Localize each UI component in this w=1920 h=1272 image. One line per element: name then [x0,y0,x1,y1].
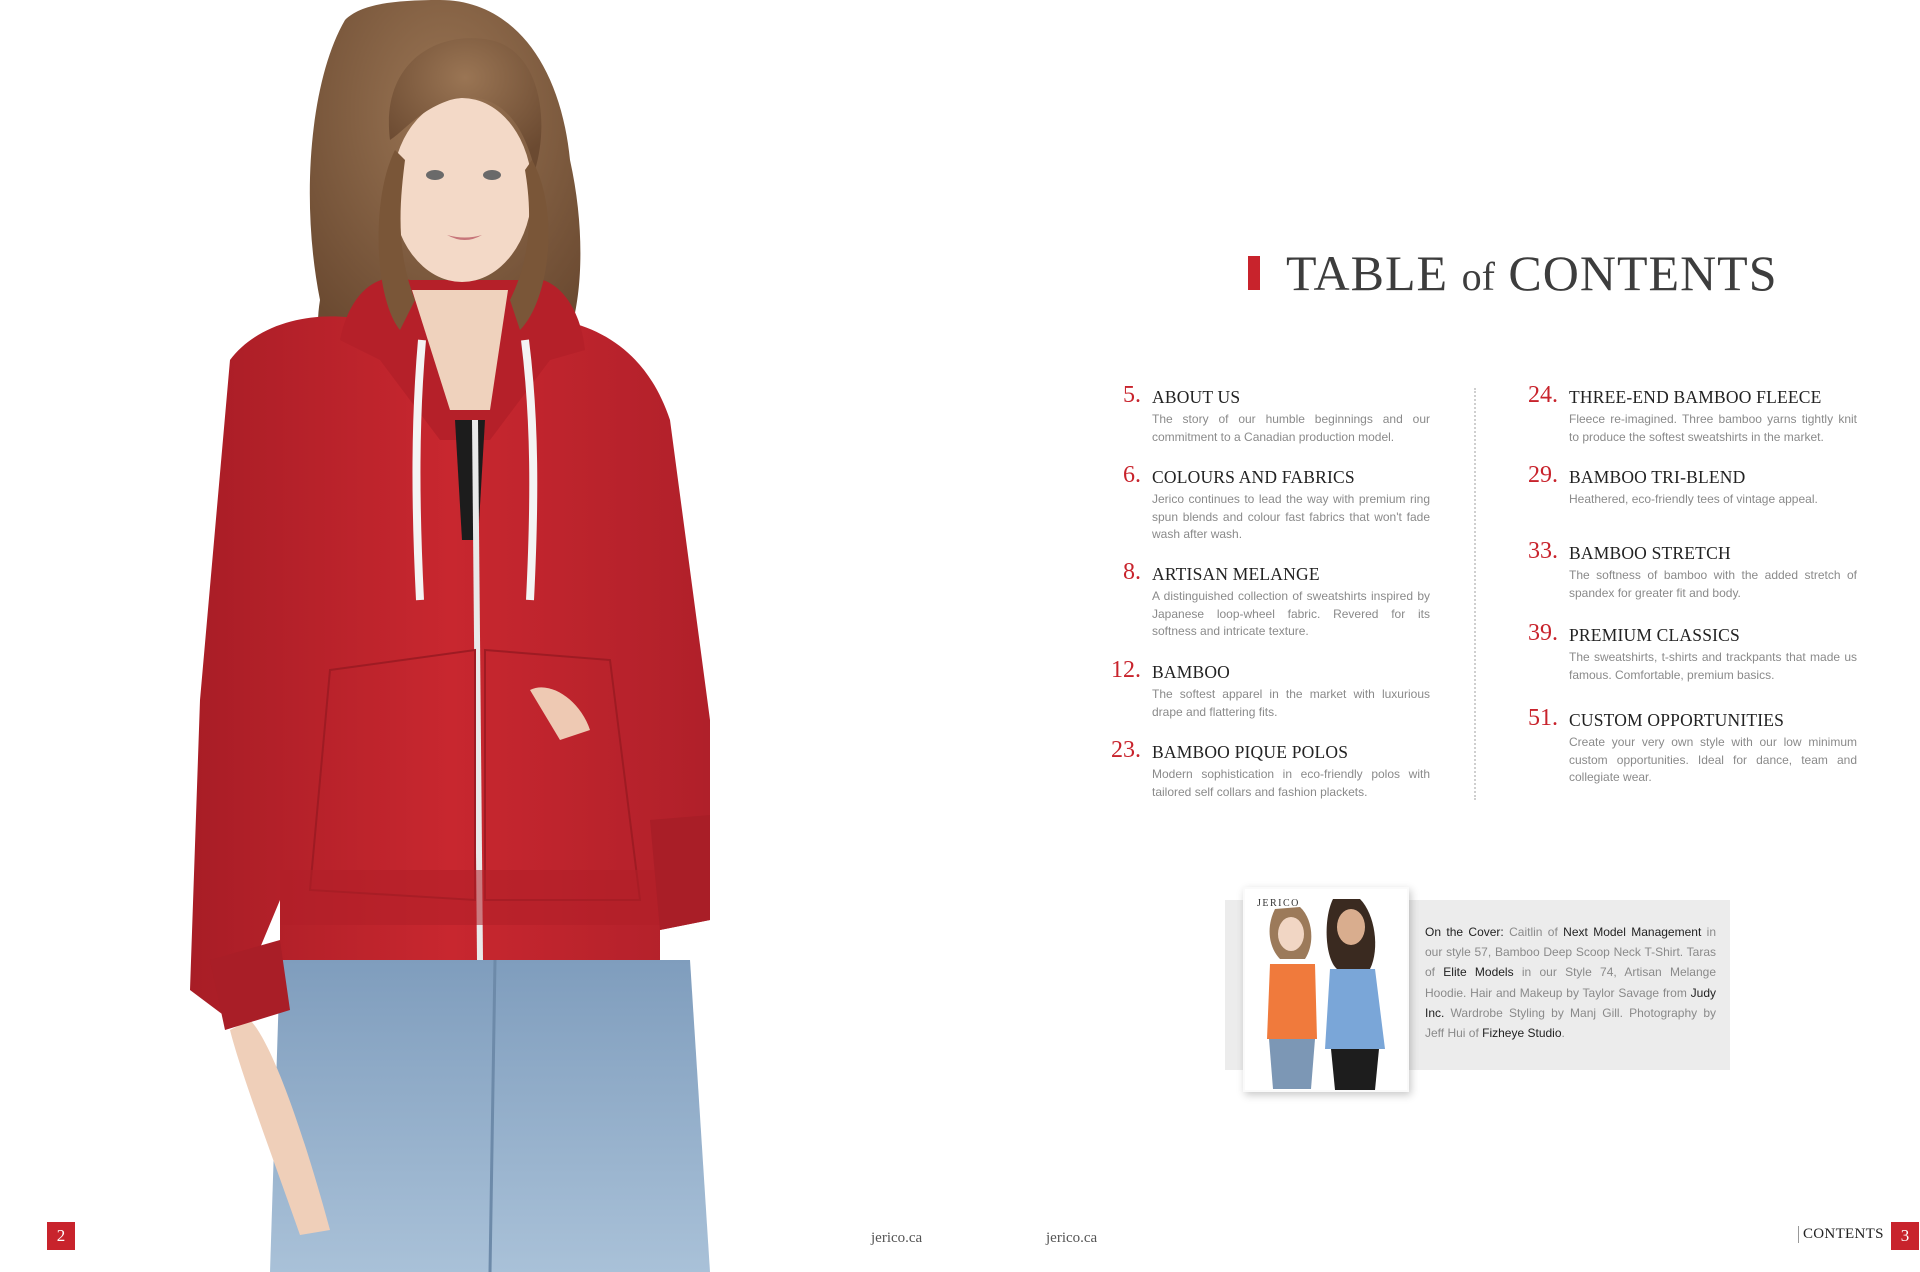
toc-heading: BAMBOO [1152,662,1231,682]
toc-page-number: 6. [1123,462,1141,488]
cover-credit-studio: Fizheye Studio [1482,1026,1562,1041]
page-number-left: 2 [47,1222,75,1250]
toc-entry[interactable] [1111,657,1430,721]
toc-heading: ARTISAN MELANGE [1152,564,1320,584]
toc-entry[interactable] [1528,382,1857,446]
toc-page-number: 8. [1123,559,1141,585]
toc-heading: BAMBOO PIQUE POLOS [1152,742,1349,762]
toc-description: Create your very own style with our low minimum custom opportunities. Ideal for dance, team and collegiate wear. [1569,735,1857,784]
cover-text-part: in our style 57, Bamboo Deep Scoop Neck T-Shirt. Taras of [1425,925,1716,980]
toc-page-number: 24. [1528,382,1558,408]
toc-page-number: 51. [1528,705,1558,731]
toc-description: Jerico continues to lead the way with premium ring spun blends and colour fast fabrics that won't fade wash after wash. [1152,492,1430,541]
toc-entry[interactable] [1123,382,1430,446]
page-number-right: 3 [1891,1222,1919,1250]
toc-heading: PREMIUM CLASSICS [1569,625,1740,645]
toc-description: The softness of bamboo with the added stretch of spandex for greater fit and body. [1569,568,1857,600]
toc-description: The story of our humble beginnings and our commitment to a Canadian production model. [1152,412,1430,444]
toc-heading: CUSTOM OPPORTUNITIES [1569,710,1785,730]
toc-description: The softest apparel in the market with luxurious drape and flattering fits. [1152,687,1430,719]
toc-entry[interactable] [1528,620,1857,684]
toc-entry[interactable] [1123,462,1430,544]
toc-entry[interactable] [1123,559,1430,641]
title-accent-bar [1248,256,1260,290]
toc-page-number: 33. [1528,538,1558,564]
toc-description: Heathered, eco-friendly tees of vintage appeal. [1569,492,1818,506]
cover-credit-agency: Judy Inc. [1425,985,1716,1020]
toc-heading: ABOUT US [1152,387,1241,407]
cover-text-part: Wardrobe Styling by Manj Gill. Photography by Jeff Hui of [1425,1005,1716,1041]
toc-entry[interactable] [1111,737,1430,801]
cover-text-part: . [1561,1026,1565,1041]
toc-description: Fleece re-imagined. Three bamboo yarns tightly knit to produce the softest sweatshirts in the market. [1569,412,1857,444]
page-title: TABLE of CONTENTS [1286,245,1778,301]
toc-page-number: 39. [1528,620,1558,646]
toc-description: The sweatshirts, t-shirts and trackpants that made us famous. Comfortable, premium basics. [1569,650,1857,682]
footer-site-left[interactable]: jerico.ca [871,1230,923,1246]
cover-credits [1425,922,1716,1043]
toc-description: A distinguished collection of sweatshirts inspired by Japanese loop-wheel fabric. Revered for its softness and intricate texture. [1152,589,1430,638]
cover-text-part: in our Style 74, Artisan Melange Hoodie. Hair and Makeup by Taylor Savage from [1425,965,1716,1000]
toc-heading: THREE-END BAMBOO FLEECE [1569,387,1822,407]
toc-description: Modern sophistication in eco-friendly polos with tailored self collars and fashion plackets. [1152,767,1430,799]
cover-credit-agency: Next Model Management [1563,925,1702,939]
toc-page-number: 23. [1111,737,1141,763]
toc-page-number: 12. [1111,657,1141,683]
toc-entry[interactable] [1528,705,1857,787]
toc-entry[interactable] [1528,462,1857,509]
toc-page-number: 5. [1123,382,1141,408]
toc-title [1248,244,1778,302]
toc-page-number: 29. [1528,462,1558,488]
toc-entry[interactable] [1528,538,1857,602]
cover-text-part: Caitlin of [1503,925,1564,939]
cover-thumbnail[interactable] [1243,887,1409,1092]
cover-label: On the Cover: [1425,925,1504,939]
toc-heading: BAMBOO TRI-BLEND [1569,467,1746,487]
cover-brand-logo: JERICO [1257,898,1300,909]
toc-heading: COLOURS AND FABRICS [1152,467,1355,487]
cover-credit-agency: Elite Models [1443,965,1514,980]
footer-section-name: CONTENTS [1798,1226,1884,1243]
column-divider [1474,388,1476,800]
model-photo [190,0,750,1272]
toc-heading: BAMBOO STRETCH [1569,543,1731,563]
footer-site-right[interactable]: jerico.ca [1046,1230,1098,1246]
cover-models-illustration [1245,889,1407,1090]
